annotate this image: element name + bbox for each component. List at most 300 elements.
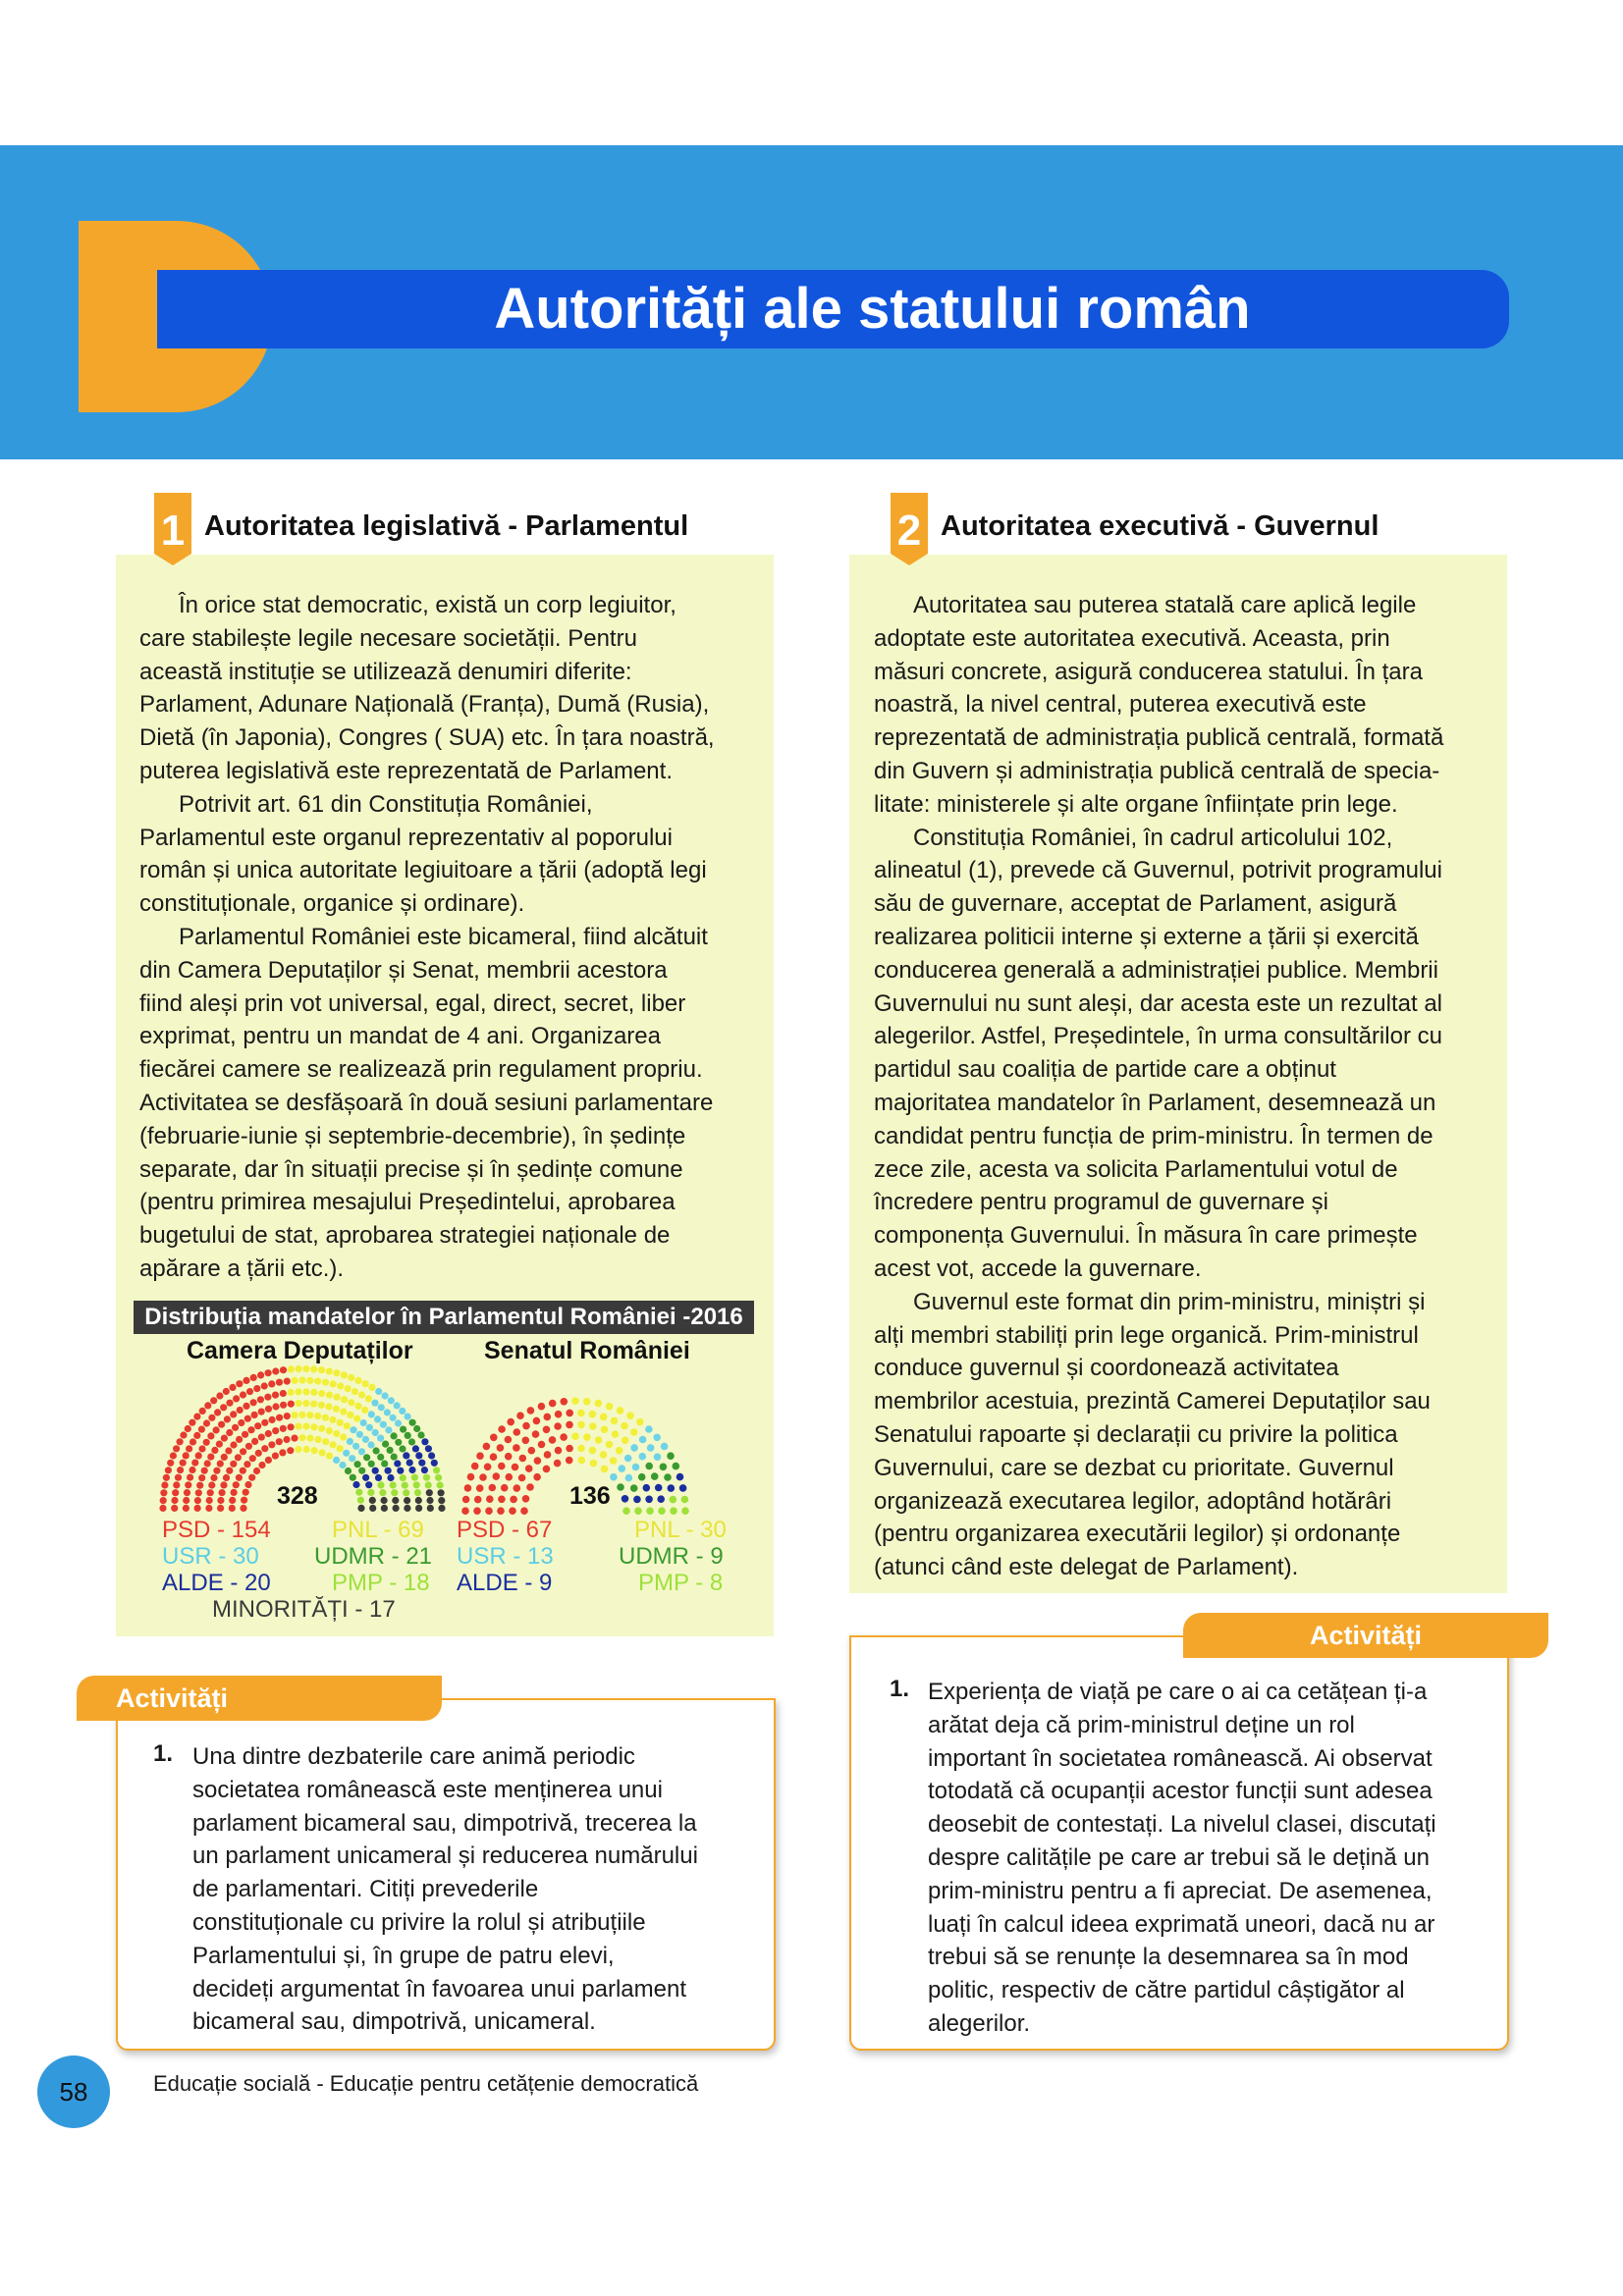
seat-psd: [257, 1371, 264, 1378]
seat-psd: [291, 1435, 298, 1442]
section-executive-text: Autoritatea sau puterea statală care aplică legile adoptate este autoritatea executivă. Aceasta, prin măsuri concrete, asigură conducerea statului. În țara noastră, la nivel central, puterea executivă este reprezentată de administrația publică centrală, formată din Guvern și administrația publică centrală de specia- litate: ministerele și alte organe înființate prin lege. Constituția României, în cadrul articolului 102, alineatul (1), prevede că Guvernul, potrivit programului său de guvernare, acceptat de Parlament, asigură realizarea politicii interne și externe a țării și exercită conducerea generală a administrației publice. Membrii Guvernului nu sunt aleși, dar acesta este un rezultat al alegerilor. Astfel, Președintele, în urma consultărilor cu partidul sau coaliția de partide care a obținut majoritatea mandatelor în Parlament, desemnează un candidat pentru funcția de prim-ministru. În termen de zece zile, acesta va solicita Parlamentului votul de încredere pentru programul de guvernare și componența Guvernului. În măsura în care primește acest vot, accede la guvernare. Guvernul este format din prim-ministru, miniștri și alți membri stabiliți prin lege organică. Prim-ministrul conduce guvernul și coordonează activitatea membrilor acestuia, prezintă Camerei Deputaților sau Senatului rapoarte și declarații cu privire la politica Guvernului, care se dezbat cu prioritate. Guvernul organizează executarea legilor, adoptând hotărâri (pentru organizarea executării legilor) și ordonanțe (atunci când este delegat de Parlament).: [874, 592, 1444, 1581]
seat-psd: [522, 1422, 530, 1430]
seat-alde: [387, 1474, 394, 1481]
seat-psd: [251, 1412, 258, 1418]
seat-usr: [384, 1409, 391, 1415]
seat-psd: [484, 1464, 492, 1471]
seat-pnl: [296, 1365, 302, 1372]
seat-pnl: [577, 1445, 585, 1453]
seat-usr: [367, 1441, 374, 1448]
seat-pnl: [298, 1377, 305, 1384]
seat-psd: [528, 1447, 536, 1455]
seat-pnl: [314, 1436, 321, 1443]
seat-pmp: [433, 1467, 440, 1473]
seat-psd: [268, 1380, 275, 1387]
seat-pnl: [318, 1366, 325, 1373]
seat-udmr: [387, 1447, 394, 1454]
chart-title: Distribuția mandatelor în Parlamentul României -2016: [134, 1301, 754, 1334]
seat-psd: [464, 1484, 472, 1492]
seat-minorități: [426, 1489, 433, 1496]
seat-pnl: [365, 1395, 372, 1402]
seat-psd: [506, 1473, 514, 1481]
seat-alde: [397, 1468, 404, 1474]
seat-udmr: [350, 1474, 356, 1481]
seat-udmr: [645, 1463, 653, 1470]
seat-pmp: [414, 1489, 421, 1496]
seat-pnl: [606, 1441, 614, 1449]
seat-pnl: [295, 1446, 301, 1453]
seat-alde: [421, 1438, 428, 1445]
seat-pnl: [589, 1411, 597, 1418]
seat-udmr: [638, 1473, 646, 1481]
seat-psd: [501, 1484, 509, 1492]
legend-deputies-psd: PSD - 154: [162, 1517, 271, 1543]
seat-psd: [509, 1507, 516, 1515]
seat-psd: [248, 1474, 255, 1481]
seat-psd: [527, 1407, 535, 1415]
seat-psd: [265, 1457, 272, 1464]
seat-psd: [186, 1445, 192, 1452]
seat-psd: [490, 1434, 498, 1442]
seat-pnl: [630, 1428, 638, 1436]
seat-pnl: [595, 1400, 603, 1408]
seat-psd: [185, 1481, 191, 1488]
seat-alde: [428, 1452, 435, 1459]
seat-usr: [347, 1438, 353, 1445]
seat-psd: [555, 1411, 563, 1418]
seat-pmp: [367, 1489, 374, 1496]
seat-pnl: [311, 1447, 318, 1454]
seat-psd: [493, 1472, 501, 1480]
seat-psd: [165, 1467, 172, 1473]
seat-psd: [238, 1419, 244, 1426]
seat-psd: [207, 1489, 214, 1496]
seat-psd: [226, 1429, 233, 1436]
seat-psd: [498, 1463, 506, 1470]
seat-udmr: [408, 1438, 415, 1445]
seat-psd: [183, 1505, 189, 1512]
seat-psd: [250, 1399, 257, 1406]
seat-pmp: [379, 1489, 386, 1496]
seat-usr: [630, 1444, 638, 1452]
seat-alde: [412, 1445, 419, 1452]
seat-psd: [283, 1436, 290, 1443]
seat-psd: [242, 1431, 248, 1438]
seat-psd: [507, 1418, 514, 1426]
seat-psd: [538, 1403, 546, 1411]
seat-psd: [194, 1505, 201, 1512]
seat-psd: [258, 1462, 265, 1468]
chamber-deputies-total: 328: [277, 1482, 318, 1510]
seat-alde: [394, 1460, 401, 1467]
seat-pnl: [337, 1445, 344, 1452]
seat-usr: [390, 1415, 397, 1421]
seat-psd: [195, 1452, 202, 1459]
seat-udmr: [413, 1425, 420, 1432]
seat-psd: [276, 1438, 283, 1445]
seat-psd: [219, 1489, 226, 1496]
seat-psd: [476, 1484, 484, 1492]
seat-alde: [352, 1481, 359, 1488]
seat-usr: [358, 1448, 365, 1455]
seat-usr: [372, 1429, 379, 1436]
seat-pnl: [340, 1409, 347, 1415]
seat-pnl: [292, 1412, 298, 1418]
seat-psd: [272, 1403, 279, 1410]
seat-pmp: [437, 1481, 444, 1488]
seat-udmr: [617, 1483, 624, 1491]
seat-pnl: [583, 1433, 591, 1441]
seat-pnl: [340, 1434, 347, 1441]
seat-usr: [385, 1426, 392, 1433]
seat-psd: [244, 1481, 251, 1488]
seat-psd: [276, 1415, 283, 1421]
seat-psd: [279, 1449, 286, 1456]
seat-psd: [473, 1507, 481, 1515]
seat-psd: [560, 1433, 568, 1441]
seat-usr: [624, 1455, 632, 1463]
seat-minorități: [438, 1505, 445, 1512]
seat-pnl: [621, 1422, 628, 1430]
seat-psd: [180, 1460, 187, 1467]
seat-psd: [198, 1474, 205, 1481]
seat-alde: [406, 1460, 413, 1467]
seat-udmr: [391, 1432, 398, 1439]
activities-left-text: Una dintre dezbaterile care animă periodic societatea românească este menținerea unui parlament bicameral sau, dimpotrivă, trecerea la un parlament unicameral și reducerea numărului de parlamentari. Citiți prevederile constituționale cu privire la rolul și atribuțiile Parlamentului și, în grupe de patru elevi, decideți argumentat în favoarea unui parlament bicameral sau, dimpotrivă, unicameral.: [192, 1743, 698, 2036]
seat-pnl: [358, 1391, 365, 1398]
seat-alde: [679, 1484, 687, 1492]
seat-psd: [221, 1435, 228, 1442]
seat-psd: [231, 1489, 238, 1496]
seat-pmp: [391, 1489, 398, 1496]
seat-pnl: [330, 1441, 337, 1448]
seat-psd: [213, 1468, 220, 1474]
seat-psd: [223, 1474, 230, 1481]
seat-pnl: [353, 1415, 360, 1422]
seat-usr: [647, 1444, 655, 1452]
seat-psd: [272, 1392, 279, 1399]
seat-udmr: [363, 1454, 370, 1461]
seat-alde: [375, 1474, 382, 1481]
seat-udmr: [673, 1463, 680, 1470]
seat-psd: [490, 1453, 498, 1461]
seat-alde: [425, 1445, 432, 1452]
seat-psd: [183, 1452, 189, 1459]
seat-pnl: [589, 1422, 597, 1430]
seat-psd: [522, 1495, 530, 1503]
seat-psd: [187, 1474, 193, 1481]
section-executive-title: Autoritatea executivă - Guvernul: [941, 510, 1380, 542]
seat-usr: [375, 1388, 382, 1395]
seat-psd: [284, 1378, 291, 1385]
seat-psd: [512, 1464, 519, 1471]
seat-psd: [161, 1481, 168, 1488]
seat-alde: [421, 1467, 428, 1473]
seat-usr: [394, 1402, 401, 1409]
seat-psd: [243, 1461, 250, 1468]
seat-pnl: [617, 1407, 624, 1415]
seat-psd: [280, 1402, 287, 1409]
seat-psd: [510, 1496, 517, 1504]
seat-psd: [471, 1463, 479, 1470]
seat-pmp: [681, 1507, 689, 1515]
legend-senate-usr: USR - 13: [457, 1543, 554, 1570]
seat-minorități: [357, 1505, 364, 1512]
seat-usr: [399, 1408, 406, 1415]
seat-pnl: [295, 1423, 301, 1430]
seat-usr: [619, 1465, 626, 1472]
seat-psd: [280, 1366, 287, 1373]
seat-pnl: [310, 1365, 317, 1372]
seat-psd: [233, 1481, 240, 1488]
seat-psd: [167, 1460, 174, 1467]
seat-pnl: [337, 1382, 344, 1389]
legend-senate-pnl: PNL - 30: [634, 1517, 727, 1543]
page-number: 58: [37, 2056, 110, 2128]
seat-psd: [497, 1444, 505, 1452]
seat-pnl: [341, 1396, 348, 1403]
seat-alde: [408, 1467, 415, 1473]
seat-psd: [224, 1415, 231, 1422]
seat-psd: [489, 1484, 497, 1492]
seat-udmr: [405, 1432, 411, 1439]
seat-psd: [241, 1497, 247, 1504]
seat-psd: [193, 1432, 200, 1439]
seat-pnl: [306, 1377, 313, 1384]
seat-pnl: [325, 1403, 332, 1410]
seat-pnl: [616, 1447, 623, 1455]
chart-senate-title: Senatul României: [484, 1337, 690, 1364]
seat-usr: [362, 1436, 369, 1443]
legend-senate-pmp: PMP - 8: [638, 1570, 724, 1596]
seat-psd: [247, 1426, 254, 1433]
seat-pnl: [622, 1437, 629, 1445]
seat-pnl: [606, 1403, 614, 1411]
seat-udmr: [400, 1426, 406, 1433]
seat-usr: [333, 1457, 340, 1464]
seat-usr: [395, 1419, 402, 1426]
seat-psd: [185, 1425, 191, 1432]
seat-udmr: [373, 1447, 380, 1454]
seat-pnl: [326, 1392, 333, 1399]
seat-minorități: [381, 1505, 388, 1512]
seat-psd: [257, 1396, 264, 1403]
seat-psd: [220, 1481, 227, 1488]
seat-udmr: [345, 1468, 352, 1474]
seat-pmp: [670, 1496, 677, 1504]
senate-total: 136: [569, 1482, 611, 1510]
seat-psd: [214, 1409, 221, 1415]
seat-psd: [555, 1447, 563, 1455]
seat-psd: [245, 1443, 252, 1450]
seat-psd: [189, 1467, 195, 1473]
seat-pnl: [612, 1430, 620, 1438]
seat-psd: [191, 1460, 198, 1467]
seat-psd: [462, 1496, 470, 1504]
seat-pnl: [333, 1430, 340, 1437]
seat-udmr: [358, 1468, 365, 1474]
legend-deputies-usr: USR - 30: [162, 1543, 259, 1570]
seat-alde: [645, 1496, 653, 1504]
seat-pnl: [319, 1449, 326, 1456]
seat-pnl: [318, 1402, 325, 1409]
seat-psd: [261, 1445, 268, 1452]
seat-psd: [485, 1507, 493, 1515]
seat-psd: [230, 1461, 237, 1468]
seat-psd: [183, 1497, 189, 1504]
seat-psd: [204, 1460, 211, 1467]
seat-pnl: [577, 1410, 585, 1417]
seat-psd: [474, 1496, 482, 1504]
seat-udmr: [417, 1431, 424, 1438]
seat-usr: [368, 1411, 375, 1417]
chart-chamber-deputies-title: Camera Deputaților: [187, 1337, 413, 1364]
seat-psd: [206, 1497, 213, 1504]
seat-psd: [561, 1398, 568, 1406]
seat-pnl: [288, 1365, 295, 1372]
seat-usr: [378, 1404, 385, 1411]
seat-pnl: [314, 1413, 321, 1419]
seat-psd: [243, 1489, 249, 1496]
seat-psd: [171, 1497, 178, 1504]
seat-usr: [405, 1414, 411, 1420]
seat-usr: [610, 1473, 618, 1481]
seat-psd: [543, 1426, 551, 1434]
seat-udmr: [395, 1439, 402, 1446]
seat-psd: [272, 1427, 279, 1434]
seat-minorități: [392, 1497, 399, 1504]
seat-psd: [525, 1465, 533, 1472]
seat-pnl: [337, 1419, 344, 1426]
activities-right-tab: Activități: [1183, 1613, 1548, 1658]
seat-psd: [258, 1409, 265, 1415]
seat-psd: [254, 1422, 261, 1429]
seat-pnl: [326, 1427, 333, 1434]
seat-psd: [221, 1454, 228, 1461]
seat-psd: [217, 1505, 224, 1512]
seat-usr: [382, 1392, 389, 1399]
seat-pnl: [344, 1422, 351, 1429]
seat-psd: [288, 1423, 295, 1430]
seat-pmp: [670, 1507, 677, 1515]
seat-psd: [240, 1468, 246, 1474]
seat-pnl: [306, 1435, 313, 1442]
seat-pnl: [298, 1412, 305, 1418]
seat-pmp: [423, 1474, 430, 1481]
seat-pnl: [362, 1380, 369, 1387]
seat-alde: [365, 1481, 372, 1488]
seat-usr: [350, 1426, 356, 1433]
seat-minorități: [381, 1497, 388, 1504]
page-title: Autorități ale statului român: [494, 277, 1251, 341]
seat-pnl: [322, 1415, 329, 1421]
seat-usr: [654, 1453, 662, 1461]
seat-pmp: [390, 1481, 397, 1488]
seat-psd: [532, 1430, 540, 1438]
seat-pnl: [306, 1412, 313, 1418]
seat-psd: [497, 1507, 505, 1515]
seat-pmp: [400, 1474, 406, 1481]
seat-pnl: [354, 1377, 361, 1384]
seat-pnl: [302, 1365, 309, 1372]
seat-alde: [415, 1452, 422, 1459]
seat-pnl: [610, 1457, 618, 1465]
seat-psd: [236, 1474, 243, 1481]
seat-pnl: [318, 1425, 325, 1432]
seat-psd: [246, 1388, 253, 1395]
seat-pmp: [411, 1474, 418, 1481]
seat-psd: [177, 1438, 184, 1445]
seat-psd: [184, 1489, 190, 1496]
seat-psd: [198, 1426, 205, 1433]
seat-psd: [233, 1395, 240, 1402]
legend-deputies-udmr: UDMR - 21: [314, 1543, 433, 1570]
seat-pnl: [590, 1460, 598, 1468]
seat-minorități: [393, 1505, 400, 1512]
footer-text: Educație socială - Educație pentru cetățenie democratică: [153, 2071, 699, 2096]
seat-psd: [269, 1416, 276, 1423]
seat-psd: [204, 1402, 211, 1409]
seat-psd: [217, 1461, 224, 1468]
seat-pmp: [658, 1507, 666, 1515]
title-bar: [157, 270, 1509, 348]
seat-psd: [193, 1414, 200, 1420]
seat-usr: [366, 1424, 373, 1431]
seat-psd: [208, 1415, 215, 1421]
seat-psd: [236, 1436, 243, 1443]
seat-pnl: [298, 1434, 305, 1441]
seat-pnl: [322, 1379, 329, 1386]
seat-pmp: [403, 1489, 409, 1496]
seat-udmr: [382, 1441, 389, 1448]
seat-psd: [189, 1419, 195, 1426]
seat-psd: [272, 1453, 279, 1460]
seat-psd: [159, 1505, 166, 1512]
seat-psd: [514, 1428, 521, 1436]
seat-psd: [218, 1421, 225, 1428]
seat-udmr: [630, 1484, 638, 1492]
seat-psd: [195, 1489, 202, 1496]
seat-usr: [339, 1462, 346, 1468]
seat-psd: [203, 1419, 210, 1426]
seat-psd: [288, 1401, 295, 1408]
seat-pnl: [361, 1407, 368, 1414]
seat-psd: [522, 1437, 530, 1445]
seat-psd: [280, 1425, 287, 1432]
section-legislative-title: Autoritatea legislativă - Parlamentul: [204, 510, 689, 542]
seat-pmp: [646, 1507, 654, 1515]
seat-psd: [261, 1382, 268, 1389]
seat-psd: [516, 1412, 524, 1419]
seat-pnl: [347, 1412, 353, 1418]
seat-alde: [372, 1468, 379, 1474]
seat-pnl: [302, 1388, 309, 1395]
seat-usr: [653, 1434, 661, 1442]
seat-psd: [498, 1496, 506, 1504]
seat-psd: [172, 1489, 179, 1496]
seat-psd: [173, 1445, 180, 1452]
seat-psd: [216, 1441, 223, 1448]
seat-pnl: [345, 1385, 352, 1392]
seat-psd: [194, 1497, 201, 1504]
seat-usr: [349, 1455, 355, 1462]
seat-pnl: [611, 1417, 619, 1425]
seat-minorități: [438, 1489, 445, 1496]
seat-psd: [265, 1369, 272, 1376]
seat-usr: [377, 1435, 384, 1442]
seat-psd: [173, 1481, 180, 1488]
seat-udmr: [664, 1473, 672, 1481]
